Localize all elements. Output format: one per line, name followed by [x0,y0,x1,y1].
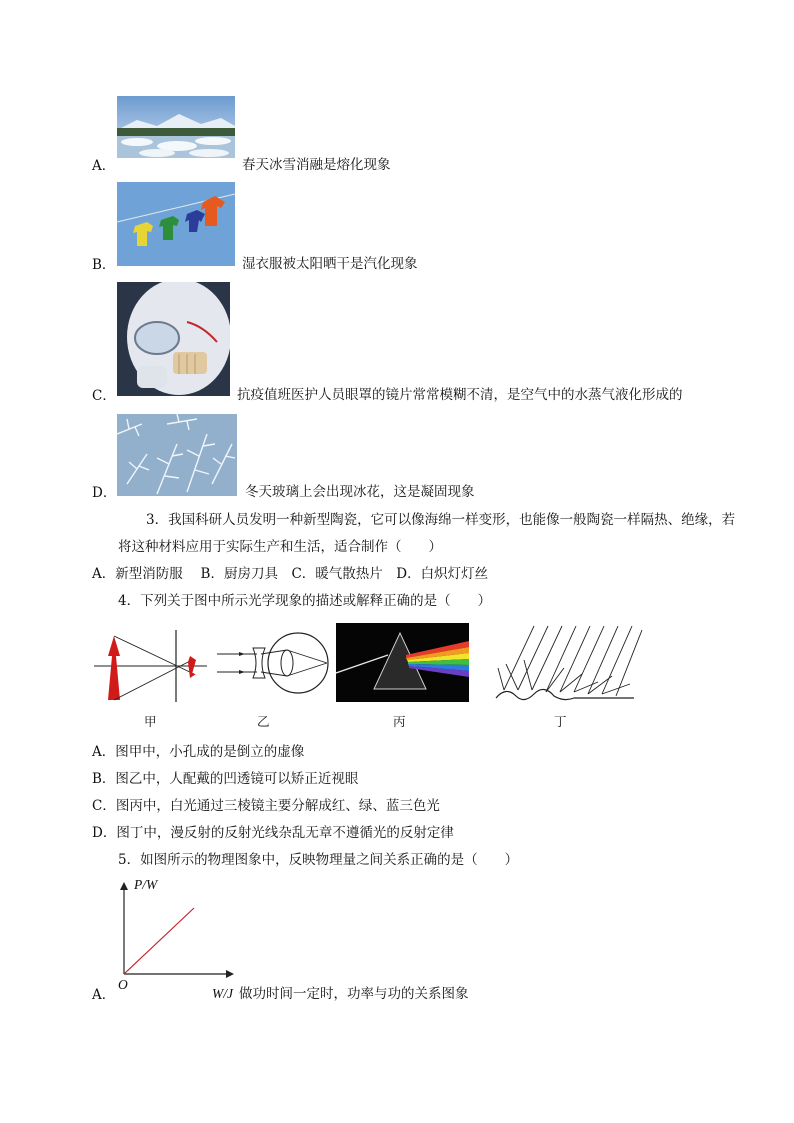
figure-yi-eye-lens [215,630,333,696]
graph-origin: O [118,977,128,992]
figure-jia-pinhole [92,626,210,706]
q2-option-c-text: 抗疫值班医护人员眼罩的镜片常常模糊不清，是空气中的水蒸气液化形成的 [237,387,683,403]
snow-landscape-photo [117,96,235,158]
clothes-drying-photo [117,182,235,266]
graph-ylabel: P/W [134,877,158,892]
figure-label-jia: 甲 [144,714,157,729]
medical-worker-photo [117,282,230,396]
q2-option-d-letter: D． [92,485,117,501]
q3-stem-line2: 将这种材料应用于实际生产和生活，适合制作（ ） [118,539,442,555]
figure-ding-diffuse-reflection [494,624,644,704]
q2-option-b-letter: B． [92,257,116,273]
figure-label-ding: 丁 [554,714,567,729]
q3-options: A．新型消防服 B．厨房刀具 C．暖气散热片 D．白炽灯灯丝 [92,566,489,582]
q2-option-a-letter: A． [92,158,116,174]
q5-optiona-graph [114,882,234,980]
q4-option-a: A．图甲中，小孔成的是倒立的虚像 [92,744,305,760]
q4-option-c: C．图丙中，白光通过三棱镜主要分解成红、绿、蓝三色光 [92,798,440,814]
q5-option-a-text: 做功时间一定时，功率与功的关系图象 [239,986,469,1002]
q4-stem: 4．下列关于图中所示光学现象的描述或解释正确的是（ ） [118,593,492,609]
figure-label-yi: 乙 [257,714,270,729]
q2-option-b-text: 湿衣服被太阳晒干是汽化现象 [242,256,418,272]
figure-bing-prism [336,623,469,702]
q4-option-d: D．图丁中，漫反射的反射光线杂乱无章不遵循光的反射定律 [92,825,454,841]
q5-stem: 5．如图所示的物理图象中，反映物理量之间关系正确的是（ ） [118,852,519,868]
figure-label-bing: 丙 [393,714,406,729]
q3-stem-line1: 3．我国科研人员发明一种新型陶瓷，它可以像海绵一样变形，也能像一般陶瓷一样隔热、绝缘，若 [146,512,736,528]
q5-option-a-letter: A． [92,987,116,1003]
q2-option-a-text: 春天冰雪消融是熔化现象 [242,157,391,173]
q4-option-b: B．图乙中，人配戴的凹透镜可以矫正近视眼 [92,771,359,787]
graph-xlabel: W/J [212,986,233,1001]
frost-pattern-photo [117,414,237,496]
q2-option-c-letter: C． [92,388,116,404]
q2-option-d-text: 冬天玻璃上会出现冰花，这是凝固现象 [245,484,475,500]
